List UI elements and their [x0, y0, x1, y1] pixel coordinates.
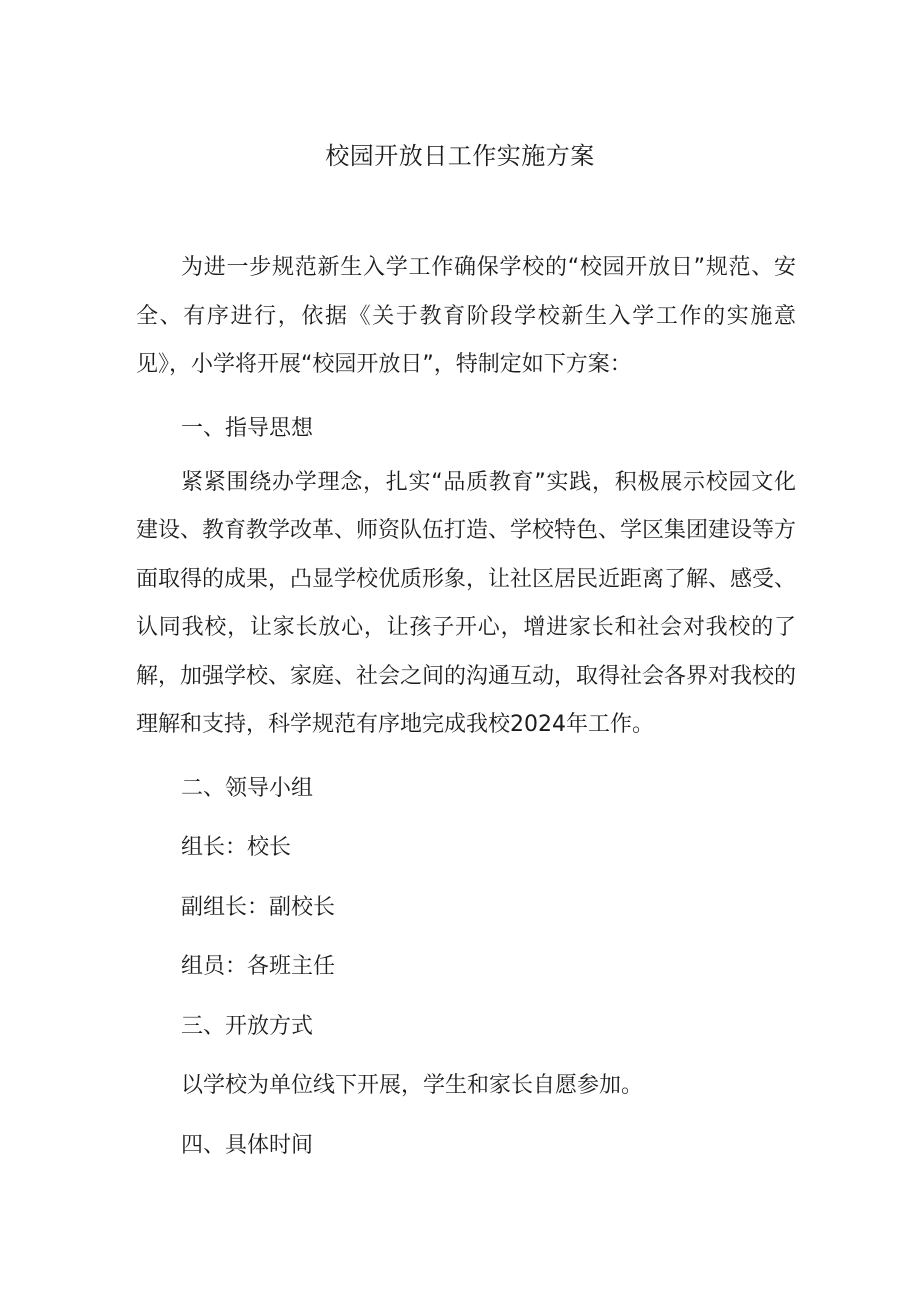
document-body [136, 244, 796, 1166]
open-method-paragraph: 以学校为单位线下开展，学生和家长自愿参加。 [181, 1073, 644, 1098]
leader-line: 组长：校长 [181, 835, 292, 860]
intro-paragraph: 为进一步规范新生入学工作确保学校的“校园开放日”规范、安全、有序进行，依据《关于教育阶段学校新生入学工作的实施意见》，小学将开展“校园开放日”，特制定如下方案： [136, 255, 796, 377]
members-line: 组员：各班主任 [181, 954, 336, 979]
section-heading-guiding-ideology: 一、指导思想 [181, 415, 314, 441]
document-title: 校园开放日工作实施方案 [325, 142, 595, 170]
deputy-leader-line: 副组长：副校长 [181, 894, 336, 920]
section-heading-specific-time: 四、具体时间 [181, 1132, 314, 1158]
section-heading-open-method: 三、开放方式 [181, 1013, 314, 1039]
section-heading-leadership-group: 二、领导小组 [181, 775, 314, 801]
guiding-ideology-paragraph: 紧紧围绕办学理念，扎实“品质教育”实践，积极展示校园文化建设、教育教学改革、师资队伍打造、学校特色、学区集团建设等方面取得的成果，凸显学校优质形象，让社区居民近距离了解、感受、认同我校，让家长放心，让孩子开心，增进家长和社会对我校的了解，加强学校、家庭、社会之间的沟通互动，取得社会各界对我校的理解和支持，科学规范有序地完成我校2024年工作。 [136, 469, 797, 737]
